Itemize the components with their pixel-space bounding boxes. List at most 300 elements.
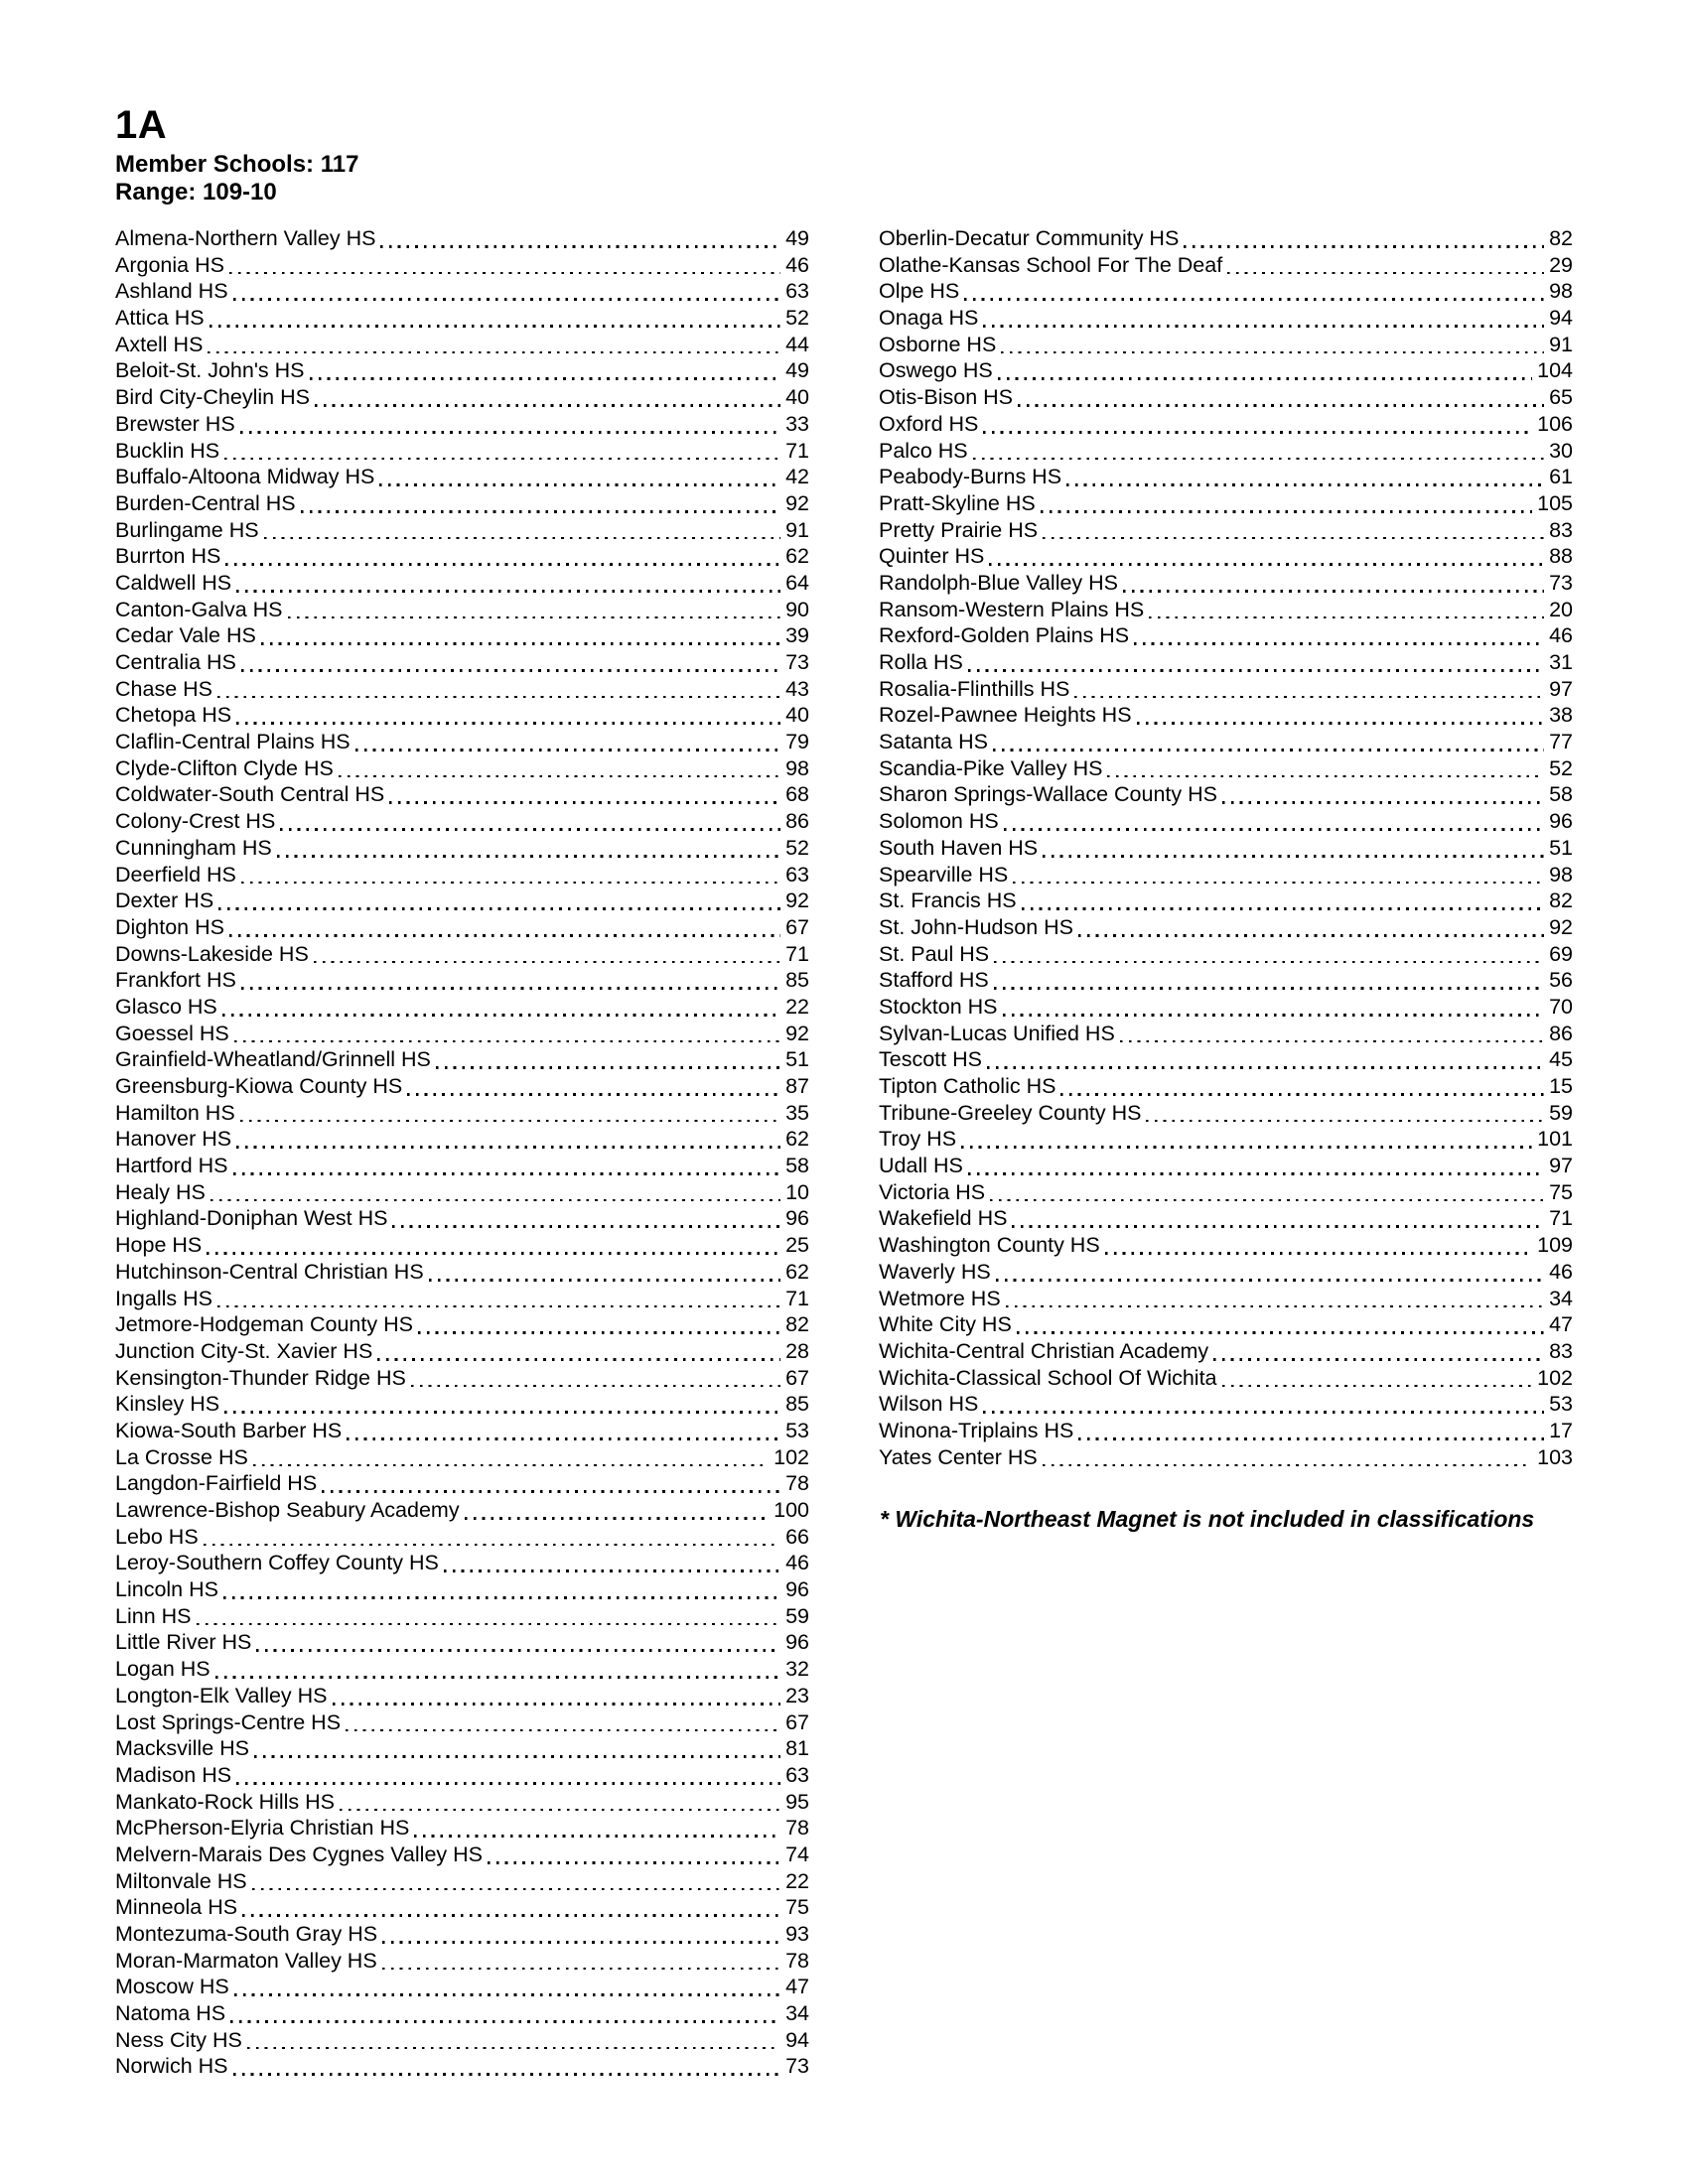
dot-leader: [241, 862, 780, 888]
dot-leader: [211, 1179, 780, 1206]
list-item: [879, 1153, 1573, 1179]
enrollment-value: 69: [1549, 941, 1573, 966]
list-item: [879, 1021, 1573, 1047]
school-name: Miltonvale HS: [115, 1868, 247, 1893]
dot-leader: [444, 1550, 780, 1576]
dot-leader: [1012, 1205, 1544, 1232]
school-name: Stockton HS: [879, 994, 998, 1019]
school-name: Stafford HS: [879, 968, 989, 993]
school-name: Udall HS: [879, 1154, 963, 1178]
enrollment-value: 30: [1549, 438, 1573, 463]
enrollment-value: 98: [1549, 279, 1573, 304]
enrollment-value: 62: [785, 1127, 809, 1152]
dot-leader: [996, 1259, 1544, 1286]
school-name: Bucklin HS: [115, 438, 220, 463]
school-name: Wichita-Central Christian Academy: [879, 1338, 1209, 1363]
list-item: [115, 887, 809, 914]
list-item: [115, 1046, 809, 1073]
list-item: [879, 225, 1573, 252]
school-name: Lincoln HS: [115, 1577, 218, 1602]
dot-leader: [280, 808, 780, 835]
list-item: [115, 914, 809, 941]
enrollment-value: 35: [785, 1100, 809, 1125]
dot-leader: [242, 1894, 780, 1921]
list-item: [115, 1762, 809, 1789]
list-item: [879, 1391, 1573, 1418]
school-name: Kiowa-South Barber HS: [115, 1418, 343, 1442]
list-item: [879, 1126, 1573, 1153]
school-name: Natoma HS: [115, 2001, 226, 2026]
dot-leader: [380, 225, 780, 252]
dot-leader: [488, 1842, 780, 1868]
school-name: Canton-Galva HS: [115, 597, 283, 621]
enrollment-value: 96: [1549, 809, 1573, 834]
list-item: [879, 490, 1573, 517]
school-name: Pratt-Skyline HS: [879, 490, 1036, 515]
dot-leader: [247, 2027, 780, 2054]
dot-leader: [465, 1497, 770, 1524]
dot-leader: [1078, 1418, 1544, 1444]
school-name: Colony-Crest HS: [115, 809, 276, 834]
school-name: Lawrence-Bishop Seabury Academy: [115, 1498, 460, 1522]
dot-leader: [989, 543, 1544, 570]
school-name: Cunningham HS: [115, 835, 272, 860]
list-item: [879, 384, 1573, 411]
enrollment-value: 98: [1549, 862, 1573, 887]
dot-leader: [207, 1232, 780, 1259]
school-name: Cedar Vale HS: [115, 623, 256, 648]
school-name: Tescott HS: [879, 1047, 982, 1072]
list-item: [115, 1286, 809, 1312]
school-name: Leroy-Southern Coffey County HS: [115, 1551, 439, 1575]
enrollment-value: 62: [785, 1259, 809, 1284]
school-name: Quinter HS: [879, 544, 985, 569]
list-item: [115, 1815, 809, 1842]
school-name: Longton-Elk Valley HS: [115, 1683, 328, 1707]
enrollment-value: 58: [785, 1154, 809, 1178]
enrollment-value: 53: [785, 1418, 809, 1442]
enrollment-value: 104: [1537, 358, 1573, 383]
list-item: [879, 994, 1573, 1021]
list-item: [115, 278, 809, 305]
dot-leader: [1149, 597, 1544, 623]
enrollment-value: 66: [785, 1524, 809, 1549]
enrollment-value: 71: [1549, 1206, 1573, 1231]
school-name: Bird City-Cheylin HS: [115, 385, 310, 410]
list-item: [879, 835, 1573, 862]
enrollment-value: 85: [785, 1392, 809, 1417]
enrollment-value: 98: [785, 755, 809, 780]
list-item: [115, 1656, 809, 1683]
list-item: [115, 332, 809, 358]
list-item: [879, 622, 1573, 649]
school-name: Kinsley HS: [115, 1392, 220, 1417]
enrollment-value: 77: [1549, 730, 1573, 754]
list-item: [115, 490, 809, 517]
enrollment-value: 73: [785, 2054, 809, 2079]
list-item: [115, 941, 809, 968]
list-item: [879, 1179, 1573, 1206]
dot-leader: [223, 1576, 780, 1603]
enrollment-value: 42: [785, 465, 809, 489]
enrollment-value: 62: [785, 544, 809, 569]
dot-leader: [236, 702, 780, 729]
enrollment-value: 32: [785, 1657, 809, 1682]
dot-leader: [994, 967, 1544, 994]
school-name: Frankfort HS: [115, 968, 236, 993]
school-name: Solomon HS: [879, 809, 999, 834]
enrollment-value: 59: [1549, 1100, 1573, 1125]
school-name: White City HS: [879, 1312, 1012, 1337]
list-item: [879, 332, 1573, 358]
enrollment-value: 94: [1549, 306, 1573, 331]
school-name: Deerfield HS: [115, 862, 236, 887]
list-item: [115, 1418, 809, 1444]
dot-leader: [998, 357, 1532, 384]
enrollment-value: 83: [1549, 1338, 1573, 1363]
dot-leader: [961, 1126, 1532, 1153]
list-item: [879, 676, 1573, 703]
dot-leader: [1137, 702, 1545, 729]
enrollment-value: 106: [1537, 411, 1573, 436]
school-name: Hope HS: [115, 1233, 203, 1258]
list-item: [115, 1789, 809, 1816]
list-item: [115, 1735, 809, 1762]
school-name: Sharon Springs-Wallace County HS: [879, 782, 1217, 807]
dot-leader: [994, 941, 1544, 968]
dot-leader: [964, 278, 1544, 305]
enrollment-value: 39: [785, 623, 809, 648]
school-name: Highland-Doniphan West HS: [115, 1206, 388, 1231]
enrollment-value: 52: [785, 306, 809, 331]
list-item: [115, 1497, 809, 1524]
dot-leader: [1043, 1444, 1532, 1471]
list-item: [115, 676, 809, 703]
dot-leader: [233, 1153, 781, 1179]
list-item: [115, 411, 809, 438]
enrollment-value: 56: [1549, 968, 1573, 993]
dot-leader: [1134, 622, 1544, 649]
enrollment-value: 83: [1549, 517, 1573, 542]
school-name: Lebo HS: [115, 1524, 199, 1549]
school-name: Onaga HS: [879, 306, 979, 331]
school-name: Minneola HS: [115, 1895, 238, 1920]
list-item: [115, 994, 809, 1021]
enrollment-value: 91: [1549, 332, 1573, 356]
list-item: [879, 1205, 1573, 1232]
dot-leader: [240, 1100, 780, 1127]
list-item: [115, 781, 809, 808]
enrollment-value: 59: [785, 1603, 809, 1628]
school-name: Burrton HS: [115, 544, 221, 569]
member-schools-label: Member Schools: 117: [115, 151, 359, 178]
list-item: [879, 1073, 1573, 1100]
list-item: [115, 1232, 809, 1259]
list-item: [115, 808, 809, 835]
classification-heading: 1A: [115, 103, 168, 147]
dot-leader: [1078, 914, 1544, 941]
dot-leader: [993, 729, 1544, 755]
list-item: [115, 1021, 809, 1047]
enrollment-value: 71: [785, 438, 809, 463]
list-item: [115, 755, 809, 782]
list-item: [115, 2053, 809, 2080]
enrollment-value: 92: [1549, 914, 1573, 939]
school-name: Madison HS: [115, 1762, 232, 1787]
school-name: Norwich HS: [115, 2054, 228, 2079]
list-item: [879, 887, 1573, 914]
school-name: Greensburg-Kiowa County HS: [115, 1074, 403, 1098]
enrollment-value: 38: [1549, 703, 1573, 728]
school-name: Coldwater-South Central HS: [115, 782, 385, 807]
school-name: Randolph-Blue Valley HS: [879, 570, 1119, 595]
dot-leader: [1123, 570, 1544, 597]
enrollment-value: 33: [785, 411, 809, 436]
dot-leader: [379, 464, 780, 490]
list-item: [879, 914, 1573, 941]
school-name: Otis-Bison HS: [879, 385, 1014, 410]
dot-leader: [1006, 1286, 1544, 1312]
list-item: [115, 543, 809, 570]
dot-leader: [204, 1524, 780, 1551]
enrollment-value: 105: [1537, 490, 1573, 515]
school-name: Beloit-St. John's HS: [115, 358, 305, 383]
dot-leader: [225, 543, 780, 570]
school-name: Grainfield-Wheatland/Grinnell HS: [115, 1047, 431, 1072]
school-name: Tribune-Greeley County HS: [879, 1100, 1142, 1125]
enrollment-value: 31: [1549, 650, 1573, 674]
enrollment-value: 95: [785, 1789, 809, 1814]
list-item: [115, 597, 809, 623]
enrollment-value: 47: [785, 1975, 809, 1999]
dot-leader: [968, 1153, 1544, 1179]
enrollment-value: 92: [785, 490, 809, 515]
enrollment-value: 75: [785, 1895, 809, 1920]
list-item: [115, 702, 809, 729]
enrollment-value: 22: [785, 1868, 809, 1893]
list-item: [879, 1232, 1573, 1259]
enrollment-value: 28: [785, 1338, 809, 1363]
list-item: [115, 1629, 809, 1656]
dot-leader: [1017, 1311, 1544, 1338]
dot-leader: [256, 1629, 780, 1656]
enrollment-value: 63: [785, 279, 809, 304]
list-item: [879, 1418, 1573, 1444]
school-name: Burden-Central HS: [115, 490, 296, 515]
list-item: [115, 225, 809, 252]
list-item: [879, 755, 1573, 782]
school-name: Attica HS: [115, 306, 205, 331]
school-name: Ingalls HS: [115, 1286, 212, 1310]
dot-leader: [407, 1073, 780, 1100]
dot-leader: [224, 1391, 780, 1418]
school-list-left-column: [115, 225, 809, 2080]
enrollment-value: 78: [785, 1948, 809, 1973]
list-item: [879, 729, 1573, 755]
school-name: Wilson HS: [879, 1392, 979, 1417]
dot-leader: [264, 517, 780, 544]
enrollment-value: 67: [785, 1365, 809, 1390]
list-item: [115, 1365, 809, 1392]
enrollment-value: 97: [1549, 676, 1573, 701]
enrollment-value: 97: [1549, 1154, 1573, 1178]
school-name: Ashland HS: [115, 279, 228, 304]
school-name: Langdon-Fairfield HS: [115, 1471, 318, 1496]
school-name: Lost Springs-Centre HS: [115, 1709, 342, 1734]
dot-leader: [1074, 676, 1544, 703]
school-name: Rozel-Pawnee Heights HS: [879, 703, 1132, 728]
list-item: [115, 2027, 809, 2054]
enrollment-value: 74: [785, 1842, 809, 1866]
school-name: Wichita-Classical School Of Wichita: [879, 1365, 1217, 1390]
list-item: [879, 941, 1573, 968]
enrollment-value: 81: [785, 1736, 809, 1761]
list-item: [115, 835, 809, 862]
dot-leader: [411, 1365, 780, 1392]
dot-leader: [233, 2053, 781, 2080]
enrollment-value: 82: [1549, 226, 1573, 250]
enrollment-value: 22: [785, 994, 809, 1019]
list-item: [115, 1311, 809, 1338]
school-name: Satanta HS: [879, 730, 988, 754]
school-name: Buffalo-Altoona Midway HS: [115, 465, 375, 489]
list-item: [115, 1126, 809, 1153]
list-item: [879, 862, 1573, 888]
dot-leader: [208, 332, 780, 358]
list-item: [115, 1709, 809, 1736]
range-label: Range: 109-10: [115, 179, 277, 205]
enrollment-value: 15: [1549, 1074, 1573, 1098]
dot-leader: [197, 1603, 781, 1630]
enrollment-value: 96: [785, 1206, 809, 1231]
list-item: [115, 967, 809, 994]
enrollment-value: 78: [785, 1471, 809, 1496]
enrollment-value: 86: [785, 809, 809, 834]
school-name: Troy HS: [879, 1127, 957, 1152]
school-name: Winona-Triplains HS: [879, 1418, 1074, 1442]
school-name: Little River HS: [115, 1630, 252, 1655]
dot-leader: [1184, 225, 1544, 252]
dot-leader: [1120, 1021, 1544, 1047]
dot-leader: [968, 649, 1544, 676]
dot-leader: [347, 1418, 780, 1444]
enrollment-value: 73: [785, 650, 809, 674]
dot-leader: [983, 411, 1532, 438]
school-name: Dighton HS: [115, 914, 224, 939]
enrollment-value: 25: [785, 1233, 809, 1258]
enrollment-value: 63: [785, 1762, 809, 1787]
school-list-right-column: [879, 225, 1573, 1470]
list-item: [115, 464, 809, 490]
enrollment-value: 17: [1549, 1418, 1573, 1442]
dot-leader: [233, 278, 781, 305]
school-name: Claflin-Central Plains HS: [115, 730, 351, 754]
school-name: Wakefield HS: [879, 1206, 1008, 1231]
list-item: [879, 597, 1573, 623]
footnote: * Wichita-Northeast Magnet is not included in classifications: [880, 1506, 1535, 1532]
enrollment-value: 51: [1549, 835, 1573, 860]
enrollment-value: 82: [1549, 888, 1573, 913]
enrollment-value: 75: [1549, 1179, 1573, 1204]
enrollment-value: 71: [785, 941, 809, 966]
school-name: Moscow HS: [115, 1975, 229, 1999]
enrollment-value: 88: [1549, 544, 1573, 569]
dot-leader: [1022, 887, 1544, 914]
list-item: [115, 2000, 809, 2027]
list-item: [115, 438, 809, 465]
enrollment-value: 58: [1549, 782, 1573, 807]
school-name: Rolla HS: [879, 650, 963, 674]
enrollment-value: 20: [1549, 597, 1573, 621]
enrollment-value: 43: [785, 676, 809, 701]
enrollment-value: 102: [774, 1444, 809, 1469]
list-item: [879, 1338, 1573, 1365]
school-name: Palco HS: [879, 438, 968, 463]
dot-leader: [429, 1259, 780, 1286]
dot-leader: [301, 490, 780, 517]
school-name: Waverly HS: [879, 1259, 991, 1284]
school-name: Chase HS: [115, 676, 212, 701]
school-name: Montezuma-South Gray HS: [115, 1922, 378, 1946]
list-item: [879, 411, 1573, 438]
list-item: [879, 1100, 1573, 1127]
dot-leader: [234, 1974, 780, 2000]
enrollment-value: 86: [1549, 1021, 1573, 1045]
enrollment-value: 92: [785, 1021, 809, 1045]
enrollment-value: 67: [785, 914, 809, 939]
dot-leader: [1043, 517, 1544, 544]
dot-leader: [1043, 835, 1544, 862]
dot-leader: [1227, 252, 1544, 279]
school-name: Goessel HS: [115, 1021, 229, 1045]
list-item: [879, 1046, 1573, 1073]
list-item: [115, 517, 809, 544]
dot-leader: [382, 1921, 780, 1948]
enrollment-value: 94: [785, 2027, 809, 2052]
school-name: Centralia HS: [115, 650, 236, 674]
school-name: Linn HS: [115, 1603, 192, 1628]
school-name: Pretty Prairie HS: [879, 517, 1039, 542]
dot-leader: [382, 1948, 780, 1975]
list-item: [879, 1286, 1573, 1312]
dot-leader: [252, 1868, 780, 1895]
dot-leader: [1004, 808, 1544, 835]
list-item: [115, 384, 809, 411]
school-name: St. Francis HS: [879, 888, 1017, 913]
enrollment-value: 34: [785, 2001, 809, 2026]
dot-leader: [210, 305, 780, 332]
list-item: [879, 570, 1573, 597]
enrollment-value: 46: [1549, 623, 1573, 648]
enrollment-value: 90: [785, 597, 809, 621]
enrollment-value: 64: [785, 570, 809, 595]
school-name: Hanover HS: [115, 1127, 232, 1152]
list-item: [879, 1311, 1573, 1338]
school-name: Yates Center HS: [879, 1444, 1038, 1469]
list-item: [115, 570, 809, 597]
list-item: [879, 464, 1573, 490]
list-item: [879, 808, 1573, 835]
enrollment-value: 61: [1549, 465, 1573, 489]
dot-leader: [414, 1815, 780, 1842]
list-item: [879, 781, 1573, 808]
school-name: Healy HS: [115, 1179, 206, 1204]
school-name: South Haven HS: [879, 835, 1039, 860]
list-item: [115, 1894, 809, 1921]
dot-leader: [217, 1286, 780, 1312]
dot-leader: [377, 1338, 780, 1365]
dot-leader: [339, 755, 780, 782]
